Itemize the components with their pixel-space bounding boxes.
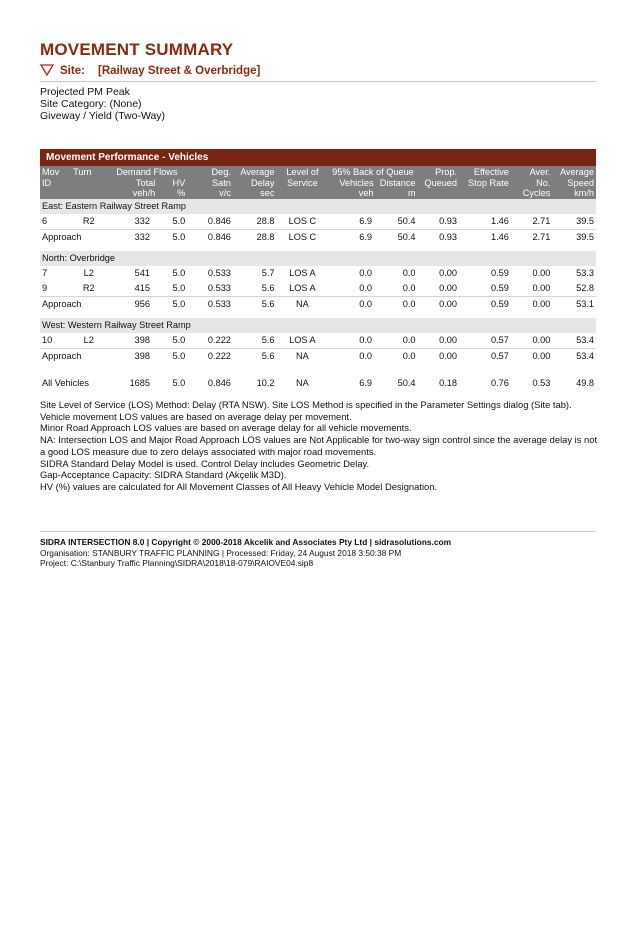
table-cell: 5.0 [172, 378, 186, 388]
table-cell: 28.8 [233, 229, 277, 245]
table-cell: 5.0 [172, 334, 186, 345]
site-name: [Railway Street & Overbridge] [98, 65, 261, 77]
table-cell: 0.93 [418, 229, 459, 245]
table-cell: 5.0 [152, 296, 187, 312]
table-cell: 0.59 [459, 296, 511, 312]
table-cell: 0.0 [359, 267, 372, 278]
table-cell: 0.222 [207, 334, 231, 345]
table-row [40, 214, 596, 230]
table-cell: 0.59 [491, 267, 509, 278]
section-title: East: Eastern Railway Street Ramp [40, 199, 596, 214]
table-cell: 0.57 [491, 334, 509, 345]
table-cell: Approach [40, 229, 71, 245]
site-header [40, 63, 596, 82]
table-cell: 0.0 [402, 334, 416, 345]
table-cell: 0.59 [491, 282, 509, 293]
table-cell: 5.0 [152, 229, 187, 245]
col-demand-flows: Demand Flows Total veh/h HV % [106, 166, 187, 199]
table-cell: 10 [42, 334, 53, 345]
table-cell: NA [276, 296, 328, 312]
table-cell: 50.4 [374, 229, 418, 245]
table-cell: 0.0 [402, 267, 416, 278]
table-cell: 53.4 [552, 348, 596, 364]
table-cell: All Vehicles [42, 378, 89, 388]
table-body [40, 199, 596, 392]
table-cell: 398 [134, 334, 151, 345]
col-los: Level of Service [276, 166, 328, 199]
table-row [40, 333, 596, 349]
table-cell: 10.2 [256, 378, 275, 388]
table-cell: 0.0 [328, 296, 374, 312]
footer-project: Project: C:\Stanbury Traffic Planning\SIDRA\2018\18-079\RAIOVE04.sip8 [40, 558, 314, 569]
table-cell: 0.533 [207, 282, 231, 293]
table-cell: 398 [106, 348, 152, 364]
table-cell: NA [296, 378, 309, 388]
table-cell: 5.0 [152, 348, 187, 364]
col-deg-satn: Deg. Satn v/c [187, 166, 233, 199]
table-cell: 0.00 [511, 296, 552, 312]
table-cell: 39.5 [576, 215, 594, 226]
note-line: Gap-Acceptance Capacity: SIDRA Standard (Akçelik M3D). [40, 469, 287, 481]
table-cell: 0.18 [439, 378, 458, 388]
table-cell: LOS A [289, 334, 316, 345]
table-cell: LOS A [289, 282, 316, 293]
table-cell: 1685 [129, 378, 151, 388]
table-cell: 7 [42, 267, 48, 278]
note-line: SIDRA Standard Delay Model is used. Control Delay includes Geometric Delay. [40, 457, 370, 469]
table-cell: 0.00 [511, 348, 552, 364]
table-cell: 0.76 [491, 378, 509, 388]
col-eff-stop-rate: Effective Stop Rate [459, 166, 511, 199]
table-cell: 0.53 [532, 378, 551, 388]
section-row [40, 199, 596, 214]
table-cell: 332 [134, 215, 151, 226]
table-cell: 5.0 [172, 215, 186, 226]
table-cell: 0.846 [207, 378, 231, 388]
movement-table [40, 149, 596, 392]
approach-row [40, 296, 596, 312]
table-cell: 50.4 [397, 215, 416, 226]
footer [40, 531, 596, 569]
table-cell: 0.00 [439, 334, 458, 345]
note-line: HV (%) values are calculated for All Movement Classes of All Heavy Vehicle Model Designation. [40, 480, 438, 492]
table-cell: 0.93 [439, 215, 458, 226]
note-line: Site Level of Service (LOS) Method: Delay (RTA NSW). Site LOS Method is specified in the Parameter Settings dialog (Site tab). [40, 399, 572, 410]
table-cell: 0.00 [532, 334, 551, 345]
table-cell: 9 [42, 282, 48, 293]
table-cell: R2 [82, 282, 95, 293]
table-cell: 956 [106, 296, 152, 312]
table-cell: 49.8 [576, 378, 594, 388]
table-cell: 50.4 [397, 378, 416, 388]
table-cell: 0.533 [207, 267, 231, 278]
table-cell: R2 [82, 215, 95, 226]
table-cell: LOS C [276, 229, 328, 245]
approach-row [40, 229, 596, 245]
table-cell: NA [276, 348, 328, 364]
table-cell: 53.1 [552, 296, 596, 312]
page-title: MOVEMENT SUMMARY [40, 40, 234, 59]
table-cell: 0.533 [187, 296, 233, 312]
table-cell: 5.6 [233, 348, 277, 364]
approach-row [40, 348, 596, 364]
triangle-down-icon [40, 64, 54, 76]
table-cell: 332 [106, 229, 152, 245]
table-row [40, 266, 596, 281]
table-cell: 6.9 [328, 229, 374, 245]
info-line: Projected PM Peak [40, 86, 130, 98]
table-cell: 0.00 [439, 282, 458, 293]
footer-organisation: Organisation: STANBURY TRAFFIC PLANNING | Processed: Friday, 24 August 2018 3:50:38 PM [40, 547, 402, 558]
table-cell: 5.6 [261, 334, 275, 345]
section-row [40, 318, 596, 333]
table-cell: Approach [40, 296, 71, 312]
section-title: North: Overbridge [40, 251, 596, 266]
section-title: West: Western Railway Street Ramp [40, 318, 596, 333]
table-cell: 0.00 [418, 348, 459, 364]
table-cell: L2 [83, 334, 94, 345]
table-cell: 0.0 [328, 348, 374, 364]
table-cell: 0.0 [359, 334, 372, 345]
table-cell: 1.46 [491, 215, 509, 226]
footer-copyright: SIDRA INTERSECTION 8.0 | Copyright © 2000-2018 Akcelik and Associates Pty Ltd | sidrasolutions.com [40, 537, 452, 547]
table-row [40, 281, 596, 297]
table-cell: 6.9 [359, 215, 372, 226]
col-back-of-queue: 95% Back of Queue Vehicles veh Distance m [328, 166, 417, 199]
table-cell: 52.8 [576, 282, 594, 293]
table-cell: 6 [42, 215, 48, 226]
table-cell: 0.00 [532, 267, 551, 278]
table-header-row [40, 166, 596, 199]
info-line: Site Category: (None) [40, 98, 142, 110]
table-cell: 5.7 [261, 267, 275, 278]
site-label: Site: [60, 65, 85, 77]
table-cell: 0.846 [187, 229, 233, 245]
col-avg-speed: Average Speed km/h [552, 166, 596, 199]
performance-table [40, 166, 596, 392]
table-cell: 2.71 [511, 229, 552, 245]
table-cell: LOS A [289, 267, 316, 278]
table-cell: 2.71 [532, 215, 551, 226]
table-cell: 28.8 [256, 215, 275, 226]
table-cell: 5.0 [172, 282, 186, 293]
table-cell: 415 [134, 282, 151, 293]
table-cell: 541 [134, 267, 151, 278]
col-mov-id: Mov ID [40, 166, 71, 199]
table-cell: Approach [40, 348, 71, 364]
table-cell: 0.0 [359, 282, 372, 293]
table-cell: 0.0 [374, 296, 418, 312]
table-cell: 0.00 [418, 296, 459, 312]
table-cell: 0.00 [439, 267, 458, 278]
table-cell: 0.846 [207, 215, 231, 226]
col-aver-cycles: Aver. No. Cycles [511, 166, 552, 199]
notes [40, 399, 600, 493]
table-cell: 53.4 [576, 334, 594, 345]
note-line: Vehicle movement LOS values are based on average delay per movement. [40, 410, 352, 422]
table-title: Movement Performance - Vehicles [40, 149, 596, 166]
info-line: Giveway / Yield (Two-Way) [40, 110, 166, 122]
table-cell: LOS C [288, 215, 317, 226]
col-turn: Turn [71, 166, 106, 199]
note-line: NA: Intersection LOS and Major Road Approach LOS values are Not Applicable for two-way sign control since the average delay is not a good LOS measure due to zero delays associated with major road movements. [40, 434, 598, 457]
table-cell: 53.3 [576, 267, 594, 278]
all-vehicles-row [40, 376, 596, 392]
table-cell: 6.9 [359, 378, 372, 388]
table-cell: L2 [83, 267, 94, 278]
table-cell: 5.6 [233, 296, 277, 312]
section-row [40, 251, 596, 266]
table-cell: 39.5 [552, 229, 596, 245]
note-line: Minor Road Approach LOS values are based on average delay for all vehicle movements. [40, 422, 412, 434]
col-prop-queued: Prop. Queued [418, 166, 459, 199]
table-cell: 0.0 [402, 282, 416, 293]
table-cell: 5.6 [261, 282, 275, 293]
table-cell: 1.46 [459, 229, 511, 245]
col-avg-delay: Average Delay sec [233, 166, 277, 199]
table-cell: 0.57 [459, 348, 511, 364]
table-cell: 0.222 [187, 348, 233, 364]
table-cell: 0.00 [532, 282, 551, 293]
table-cell: 5.0 [172, 267, 186, 278]
table-cell: 0.0 [374, 348, 418, 364]
